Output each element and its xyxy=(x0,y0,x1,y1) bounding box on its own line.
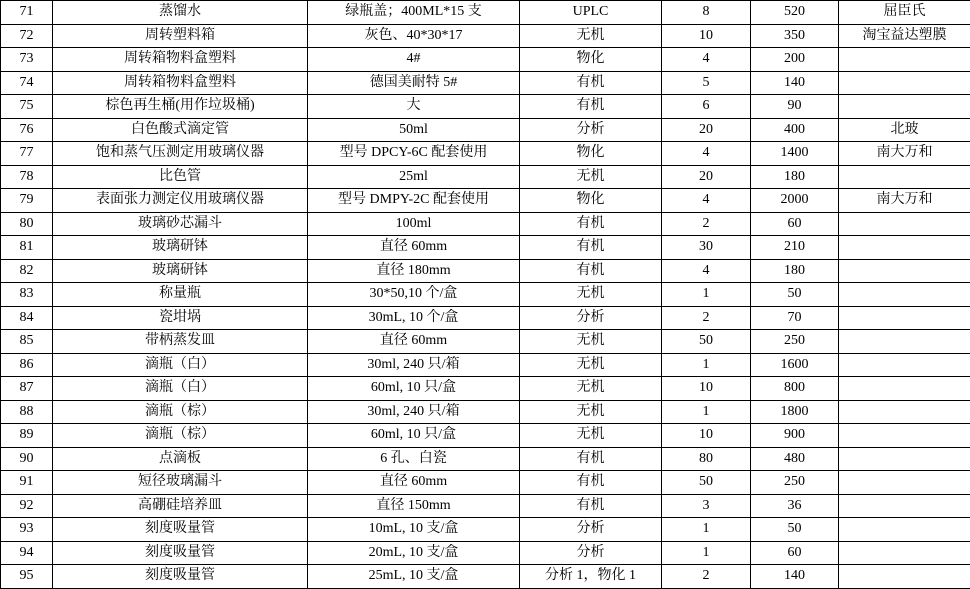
table-row xyxy=(1,541,970,565)
cell-price: 60 xyxy=(751,541,839,565)
cell-dept: 有机 xyxy=(520,212,662,236)
cell-spec: 30ml, 240 只/箱 xyxy=(308,400,520,424)
table-row xyxy=(1,1,970,25)
cell-no: 85 xyxy=(1,330,53,354)
cell-spec: 30ml, 240 只/箱 xyxy=(308,353,520,377)
cell-price: 60 xyxy=(751,212,839,236)
cell-dept: 有机 xyxy=(520,471,662,495)
cell-spec: 100ml xyxy=(308,212,520,236)
cell-vendor xyxy=(839,565,970,589)
cell-qty: 50 xyxy=(662,330,751,354)
cell-qty: 10 xyxy=(662,24,751,48)
table-row xyxy=(1,48,970,72)
cell-price: 210 xyxy=(751,236,839,260)
cell-no: 91 xyxy=(1,471,53,495)
cell-vendor xyxy=(839,48,970,72)
cell-price: 400 xyxy=(751,118,839,142)
cell-qty: 8 xyxy=(662,1,751,25)
cell-vendor xyxy=(839,424,970,448)
cell-name: 比色管 xyxy=(53,165,308,189)
cell-price: 70 xyxy=(751,306,839,330)
cell-qty: 20 xyxy=(662,165,751,189)
cell-qty: 6 xyxy=(662,95,751,119)
cell-no: 73 xyxy=(1,48,53,72)
table-row xyxy=(1,447,970,471)
cell-no: 79 xyxy=(1,189,53,213)
table-row xyxy=(1,71,970,95)
cell-vendor xyxy=(839,165,970,189)
table-row xyxy=(1,353,970,377)
cell-price: 36 xyxy=(751,494,839,518)
cell-vendor: 南大万和 xyxy=(839,189,970,213)
cell-spec: 50ml xyxy=(308,118,520,142)
cell-dept: 有机 xyxy=(520,71,662,95)
cell-price: 350 xyxy=(751,24,839,48)
cell-name: 周转塑料箱 xyxy=(53,24,308,48)
cell-qty: 1 xyxy=(662,518,751,542)
cell-name: 玻璃研钵 xyxy=(53,259,308,283)
cell-name: 周转箱物料盒塑料 xyxy=(53,48,308,72)
cell-spec: 60ml, 10 只/盒 xyxy=(308,424,520,448)
table-row xyxy=(1,471,970,495)
cell-name: 玻璃研钵 xyxy=(53,236,308,260)
table-row xyxy=(1,118,970,142)
cell-no: 94 xyxy=(1,541,53,565)
table-row xyxy=(1,424,970,448)
cell-dept: 有机 xyxy=(520,447,662,471)
cell-dept: 分析 1，物化 1 xyxy=(520,565,662,589)
cell-vendor xyxy=(839,377,970,401)
cell-spec: 25mL, 10 支/盒 xyxy=(308,565,520,589)
cell-no: 76 xyxy=(1,118,53,142)
cell-name: 刻度吸量管 xyxy=(53,565,308,589)
cell-price: 1800 xyxy=(751,400,839,424)
cell-qty: 2 xyxy=(662,565,751,589)
cell-spec: 25ml xyxy=(308,165,520,189)
cell-dept: 无机 xyxy=(520,400,662,424)
cell-spec: 型号 DMPY-2C 配套使用 xyxy=(308,189,520,213)
cell-no: 88 xyxy=(1,400,53,424)
cell-vendor xyxy=(839,306,970,330)
cell-spec: 直径 180mm xyxy=(308,259,520,283)
cell-qty: 1 xyxy=(662,283,751,307)
cell-dept: 物化 xyxy=(520,189,662,213)
cell-qty: 30 xyxy=(662,236,751,260)
cell-vendor xyxy=(839,236,970,260)
cell-spec: 30*50,10 个/盒 xyxy=(308,283,520,307)
cell-qty: 10 xyxy=(662,424,751,448)
cell-qty: 80 xyxy=(662,447,751,471)
cell-vendor: 南大万和 xyxy=(839,142,970,166)
cell-name: 高硼硅培养皿 xyxy=(53,494,308,518)
table-row xyxy=(1,259,970,283)
cell-price: 900 xyxy=(751,424,839,448)
cell-no: 82 xyxy=(1,259,53,283)
cell-no: 86 xyxy=(1,353,53,377)
cell-name: 玻璃砂芯漏斗 xyxy=(53,212,308,236)
cell-name: 蒸馏水 xyxy=(53,1,308,25)
cell-name: 短径玻璃漏斗 xyxy=(53,471,308,495)
cell-no: 71 xyxy=(1,1,53,25)
cell-dept: 无机 xyxy=(520,377,662,401)
cell-dept: 有机 xyxy=(520,236,662,260)
table-row xyxy=(1,212,970,236)
cell-qty: 50 xyxy=(662,471,751,495)
table-row xyxy=(1,24,970,48)
cell-price: 180 xyxy=(751,259,839,283)
cell-dept: 无机 xyxy=(520,353,662,377)
cell-dept: 无机 xyxy=(520,330,662,354)
cell-spec: 20mL, 10 支/盒 xyxy=(308,541,520,565)
cell-no: 90 xyxy=(1,447,53,471)
cell-no: 75 xyxy=(1,95,53,119)
table-body xyxy=(1,1,970,589)
cell-spec: 直径 60mm xyxy=(308,236,520,260)
cell-price: 250 xyxy=(751,471,839,495)
cell-price: 250 xyxy=(751,330,839,354)
cell-price: 1400 xyxy=(751,142,839,166)
cell-no: 89 xyxy=(1,424,53,448)
cell-vendor xyxy=(839,471,970,495)
cell-spec: 60ml, 10 只/盒 xyxy=(308,377,520,401)
cell-dept: UPLC xyxy=(520,1,662,25)
cell-qty: 3 xyxy=(662,494,751,518)
cell-name: 表面张力测定仪用玻璃仪器 xyxy=(53,189,308,213)
cell-vendor: 北玻 xyxy=(839,118,970,142)
table-row xyxy=(1,95,970,119)
table-row xyxy=(1,518,970,542)
cell-qty: 4 xyxy=(662,259,751,283)
cell-name: 带柄蒸发皿 xyxy=(53,330,308,354)
cell-spec: 大 xyxy=(308,95,520,119)
cell-price: 140 xyxy=(751,71,839,95)
cell-vendor xyxy=(839,283,970,307)
cell-dept: 无机 xyxy=(520,24,662,48)
cell-price: 480 xyxy=(751,447,839,471)
cell-vendor xyxy=(839,541,970,565)
cell-vendor xyxy=(839,259,970,283)
cell-no: 83 xyxy=(1,283,53,307)
cell-vendor: 屈臣氏 xyxy=(839,1,970,25)
cell-vendor xyxy=(839,353,970,377)
cell-price: 90 xyxy=(751,95,839,119)
cell-qty: 4 xyxy=(662,48,751,72)
cell-vendor xyxy=(839,400,970,424)
cell-no: 84 xyxy=(1,306,53,330)
cell-spec: 直径 60mm xyxy=(308,330,520,354)
cell-name: 称量瓶 xyxy=(53,283,308,307)
cell-price: 2000 xyxy=(751,189,839,213)
cell-vendor xyxy=(839,518,970,542)
cell-qty: 1 xyxy=(662,541,751,565)
cell-name: 周转箱物料盒塑料 xyxy=(53,71,308,95)
cell-name: 白色酸式滴定管 xyxy=(53,118,308,142)
cell-dept: 有机 xyxy=(520,494,662,518)
cell-spec: 型号 DPCY-6C 配套使用 xyxy=(308,142,520,166)
table-row xyxy=(1,306,970,330)
cell-spec: 德国美耐特 5# xyxy=(308,71,520,95)
cell-price: 50 xyxy=(751,518,839,542)
cell-dept: 分析 xyxy=(520,518,662,542)
cell-spec: 4# xyxy=(308,48,520,72)
cell-dept: 物化 xyxy=(520,142,662,166)
cell-no: 80 xyxy=(1,212,53,236)
table-row xyxy=(1,330,970,354)
cell-qty: 5 xyxy=(662,71,751,95)
cell-no: 77 xyxy=(1,142,53,166)
cell-qty: 4 xyxy=(662,189,751,213)
cell-spec: 直径 60mm xyxy=(308,471,520,495)
cell-spec: 绿瓶盖；400ML*15 支 xyxy=(308,1,520,25)
cell-no: 93 xyxy=(1,518,53,542)
table-row xyxy=(1,142,970,166)
cell-dept: 物化 xyxy=(520,48,662,72)
cell-qty: 1 xyxy=(662,353,751,377)
cell-price: 1600 xyxy=(751,353,839,377)
table-row xyxy=(1,236,970,260)
cell-no: 78 xyxy=(1,165,53,189)
cell-name: 滴瓶（棕） xyxy=(53,424,308,448)
cell-price: 520 xyxy=(751,1,839,25)
cell-no: 92 xyxy=(1,494,53,518)
cell-qty: 10 xyxy=(662,377,751,401)
cell-dept: 分析 xyxy=(520,306,662,330)
cell-spec: 30mL, 10 个/盒 xyxy=(308,306,520,330)
cell-qty: 1 xyxy=(662,400,751,424)
cell-vendor xyxy=(839,447,970,471)
cell-price: 180 xyxy=(751,165,839,189)
cell-dept: 无机 xyxy=(520,165,662,189)
cell-spec: 6 孔、白瓷 xyxy=(308,447,520,471)
cell-vendor xyxy=(839,95,970,119)
table-row xyxy=(1,400,970,424)
cell-name: 刻度吸量管 xyxy=(53,541,308,565)
cell-vendor xyxy=(839,330,970,354)
cell-no: 95 xyxy=(1,565,53,589)
cell-name: 饱和蒸气压测定用玻璃仪器 xyxy=(53,142,308,166)
cell-dept: 无机 xyxy=(520,283,662,307)
cell-vendor xyxy=(839,212,970,236)
cell-name: 滴瓶（白） xyxy=(53,377,308,401)
cell-qty: 4 xyxy=(662,142,751,166)
cell-no: 87 xyxy=(1,377,53,401)
cell-dept: 有机 xyxy=(520,95,662,119)
cell-name: 棕色再生桶(用作垃圾桶) xyxy=(53,95,308,119)
cell-spec: 直径 150mm xyxy=(308,494,520,518)
cell-qty: 2 xyxy=(662,212,751,236)
table-row xyxy=(1,377,970,401)
cell-name: 滴瓶（白） xyxy=(53,353,308,377)
cell-vendor xyxy=(839,71,970,95)
table-row xyxy=(1,494,970,518)
table-row xyxy=(1,165,970,189)
cell-dept: 无机 xyxy=(520,424,662,448)
cell-price: 50 xyxy=(751,283,839,307)
cell-name: 刻度吸量管 xyxy=(53,518,308,542)
cell-no: 72 xyxy=(1,24,53,48)
cell-dept: 分析 xyxy=(520,118,662,142)
cell-vendor xyxy=(839,494,970,518)
cell-no: 81 xyxy=(1,236,53,260)
cell-price: 800 xyxy=(751,377,839,401)
cell-qty: 20 xyxy=(662,118,751,142)
cell-name: 瓷坩埚 xyxy=(53,306,308,330)
cell-name: 点滴板 xyxy=(53,447,308,471)
cell-spec: 10mL, 10 支/盒 xyxy=(308,518,520,542)
table-row xyxy=(1,283,970,307)
table-row xyxy=(1,189,970,213)
table-row xyxy=(1,565,970,589)
cell-name: 滴瓶（棕） xyxy=(53,400,308,424)
cell-dept: 有机 xyxy=(520,259,662,283)
cell-spec: 灰色、40*30*17 xyxy=(308,24,520,48)
cell-vendor: 淘宝益达塑膜 xyxy=(839,24,970,48)
cell-qty: 2 xyxy=(662,306,751,330)
cell-price: 140 xyxy=(751,565,839,589)
cell-no: 74 xyxy=(1,71,53,95)
cell-dept: 分析 xyxy=(520,541,662,565)
cell-price: 200 xyxy=(751,48,839,72)
